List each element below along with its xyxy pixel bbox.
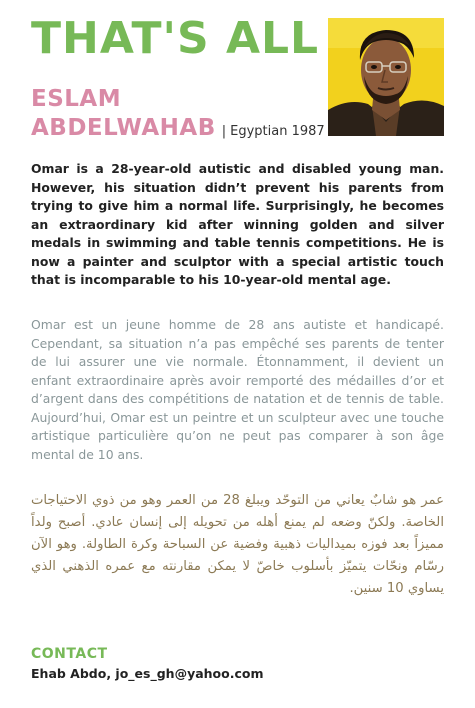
artist-last-name: ABDELWAHAB	[31, 115, 216, 141]
artist-name-row	[31, 115, 325, 145]
contact-heading: CONTACT	[31, 646, 108, 662]
contact-details: Ehab Abdo, jo_es_gh@yahoo.com	[31, 666, 264, 681]
artist-meta	[216, 124, 325, 139]
page-title: THAT'S ALL	[31, 13, 320, 64]
description-french: Omar est un jeune homme de 28 ans autiste et handicapé. Cependant, sa situation n’a pas empêché ses parents de tenter de lui assurer une vie normale. Étonnamment, il devient un enfant extraordinaire après avoir remporté des médailles d’or et d’argent dans des compétitions de natation et de tennis de table. Aujourd’hui, Omar est un peintre et un sculpteur avec une touche artistique particulière qu’on ne peut pas comparer à son âge mental de 10 ans.	[31, 317, 444, 462]
portrait-photo	[328, 18, 444, 136]
artist-first-name: ESLAM	[31, 86, 122, 112]
description-arabic: عمر هو شابٌ يعاني من التوحّد ويبلغ 28 من العمر وهو من ذوي الاحتياجات الخاصة. ولكنّ وضعه لم يمنع أهله من تحويله إلى إنسان عادي. أصبح ولداً مميزاً بعد فوزه بميداليات ذهبية وفضية عن السباحة وكرة الطاولة. وهو الآن رسّام ونحّات يتميّز بأسلوب خاصّ لا يمكن مقارنته مع عمره الذهني الذي يساوي 10 سنين.	[31, 493, 444, 596]
artist-nationality-year: Egyptian 1987	[230, 124, 325, 139]
description-english: Omar is a 28-year-old autistic and disabled young man. However, his situation didn’t prevent his parents from trying to give him a normal life. Surprisingly, he becomes an extraordinary kid after winning golden and silver medals in swimming and table tennis competitions. He is now a painter and sculptor with a special artistic touch that is incomparable to his 10-year-old mental age.	[31, 161, 444, 287]
separator: |	[221, 124, 227, 139]
